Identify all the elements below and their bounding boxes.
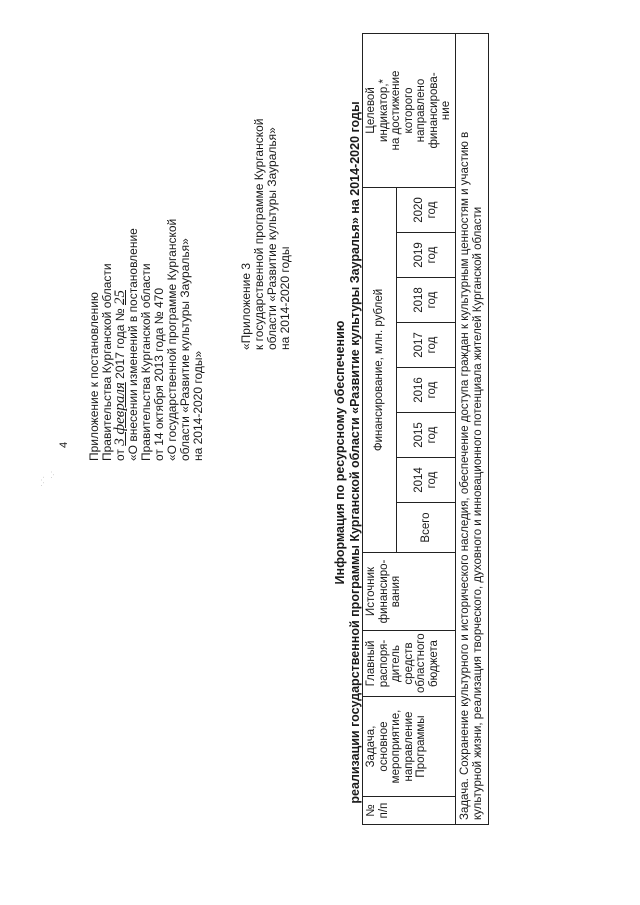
decree-line: «О внесении изменений в постановление bbox=[126, 228, 140, 461]
header-year-2014: 2014 год bbox=[397, 458, 455, 503]
decree-line: от 14 октября 2013 года № 470 bbox=[152, 287, 166, 461]
resource-table bbox=[362, 33, 489, 825]
appendix-line: на 2014-2020 годы bbox=[278, 246, 292, 350]
date-prefix: от bbox=[113, 449, 127, 461]
page-number: 4 bbox=[58, 441, 70, 448]
handwritten-number: 25 bbox=[112, 290, 128, 306]
decree-line: «О государственной программе Курганской bbox=[165, 218, 179, 461]
handwritten-date: 3 февраля bbox=[112, 382, 128, 446]
document-heading bbox=[333, 80, 363, 825]
decree-line: области «Развитие культуры Зауралья» bbox=[178, 238, 192, 461]
decree-line: на 2014-2020 годы» bbox=[191, 350, 205, 461]
header-year-2016: 2016 год bbox=[397, 368, 455, 413]
header-total: Всего bbox=[397, 503, 455, 553]
decree-line: Правительства Курганской области bbox=[139, 263, 153, 461]
task-row-text: Задача. Сохранение культурного и исторического наследия, обеспечение доступа граждан к культурным ценностям и участию в культурной жизни, реализация творческого, духовного и инновационного потенциала жителей Курганской области bbox=[455, 33, 488, 824]
header-year-2018: 2018 год bbox=[397, 278, 455, 323]
decree-line: Приложение к постановлению bbox=[87, 292, 101, 461]
header-budget-manager: Главный распоря- дитель средств областного бюджета bbox=[363, 631, 456, 697]
header-year-2015: 2015 год bbox=[397, 413, 455, 458]
appendix-line: области «Развитие культуры Зауралья» bbox=[265, 127, 279, 350]
appendix-reference bbox=[240, 90, 292, 350]
table-row bbox=[455, 33, 488, 824]
decree-reference bbox=[88, 101, 205, 461]
header-number: № п/п bbox=[363, 797, 456, 825]
scan-speck: ·.·. bbox=[36, 476, 46, 487]
decree-line: Правительства Курганской области bbox=[100, 263, 114, 461]
header-year-2020: 2020 год bbox=[397, 187, 455, 232]
header-target-indicator: Целевой индикатор,* на достижение которого направлено финансирова- ние bbox=[363, 33, 456, 187]
header-year-2017: 2017 год bbox=[397, 323, 455, 368]
appendix-line: «Приложение 3 bbox=[239, 262, 253, 350]
header-year-2019: 2019 год bbox=[397, 233, 455, 278]
appendix-line: к государственной программе Курганской bbox=[252, 118, 266, 350]
scan-speck: ·.· bbox=[46, 470, 56, 479]
heading-line-1: Информация по ресурсному обеспечению bbox=[333, 320, 347, 585]
date-middle: 2017 года № bbox=[113, 308, 127, 379]
header-financing: Финансирование, млн. рублей bbox=[363, 187, 397, 552]
header-task: Задача, основное мероприятие, направление Программы bbox=[363, 697, 456, 797]
heading-line-2: реализации государственной программы Курганской области «Развитие культуры Зауралья» на 2014-2020 годы bbox=[348, 101, 362, 804]
header-funding-source: Источник финансиро- вания bbox=[363, 553, 456, 631]
